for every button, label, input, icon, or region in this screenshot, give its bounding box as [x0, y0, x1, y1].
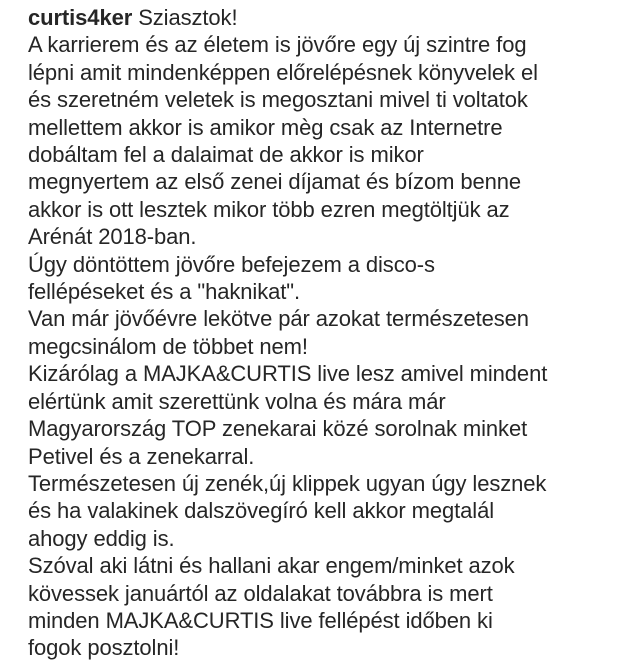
- caption-line: Van már jövőévre lekötve pár azokat természetesen: [28, 306, 529, 332]
- caption-line: minden MAJKA&CURTIS live fellépést időben ki: [28, 607, 493, 633]
- caption-line: megnyertem az első zenei díjamat és bízom benne: [28, 169, 522, 195]
- caption-first-line: [28, 4, 600, 31]
- caption-line: Természetesen új zenék,új klippek ugyan úgy lesznek: [28, 470, 547, 496]
- caption-line: lépni amit mindenképpen előrelépésnek könyvelek el: [28, 59, 538, 85]
- caption-body: [28, 31, 600, 661]
- caption-line: kövessek januártól az oldalakat továbbra is mert: [28, 580, 493, 606]
- caption-line: fogok posztolni!: [28, 635, 180, 661]
- caption-line: A karrierem és az életem is jövőre egy új szintre fog: [28, 32, 527, 58]
- caption-greeting: Sziasztok!: [138, 5, 238, 30]
- caption-line: Arénát 2018-ban.: [28, 224, 197, 250]
- caption-line: Kizárólag a MAJKA&CURTIS live lesz amivel mindent: [28, 361, 548, 387]
- caption-line: akkor is ott lesztek mikor több ezren megtöltjük az: [28, 196, 510, 222]
- username-link[interactable]: curtis4ker: [28, 5, 133, 30]
- caption-line: megcsinálom de többet nem!: [28, 333, 308, 359]
- caption-line: és ha valakinek dalszövegíró kell akkor megtalál: [28, 498, 494, 524]
- caption-line: mellettem akkor is amikor mèg csak az Internetre: [28, 114, 503, 140]
- caption-line: fellépéseket és a "haknikat".: [28, 279, 300, 305]
- caption-line: Úgy döntöttem jövőre befejezem a disco-s: [28, 251, 435, 277]
- caption-line: ahogy eddig is.: [28, 525, 175, 551]
- caption-line: dobáltam fel a dalaimat de akkor is mikor: [28, 142, 424, 168]
- caption-line: elértünk amit szerettünk volna és mára már: [28, 388, 446, 414]
- caption-line: és szeretném veletek is megosztani mivel ti voltatok: [28, 87, 528, 113]
- caption-line: Magyarország TOP zenekarai közé sorolnak minket: [28, 416, 528, 442]
- caption-line: Petivel és a zenekarral.: [28, 443, 255, 469]
- caption-line: Szóval aki látni és hallani akar engem/minket azok: [28, 553, 515, 579]
